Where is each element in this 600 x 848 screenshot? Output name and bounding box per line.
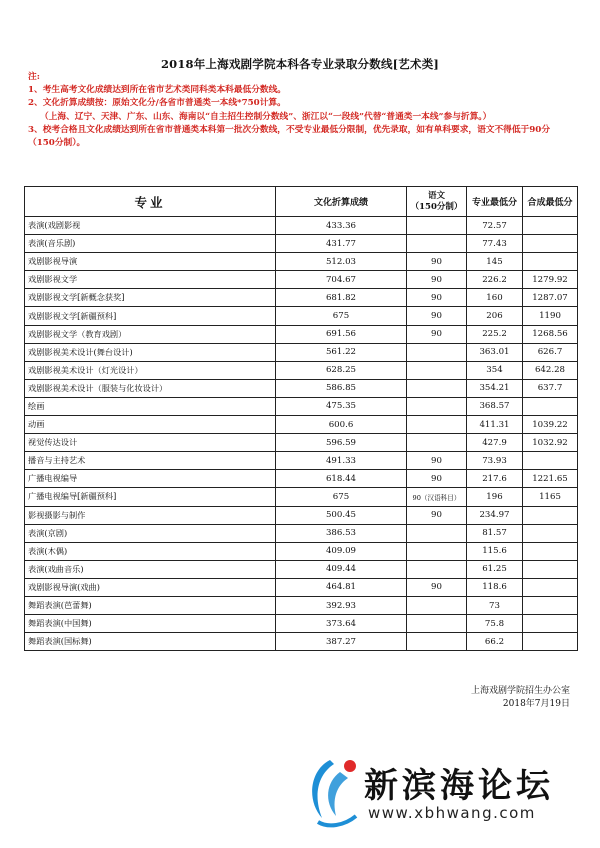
cell-composite-min (523, 615, 578, 633)
cell-major: 表演(戏剧影视 (25, 217, 276, 235)
note-item-1: 1、考生高考文化成绩达到所在省市艺术类同科类本科最低分数线。 (28, 85, 286, 96)
cell-chinese (407, 397, 467, 415)
cell-composite-min (523, 633, 578, 651)
cell-chinese: 90 (407, 578, 467, 596)
table-row (25, 524, 578, 542)
cell-composite-min: 637.7 (523, 379, 578, 397)
notes-block (28, 71, 576, 150)
cell-major: 戏剧影视导演(戏曲) (25, 578, 276, 596)
cell-major-min: 225.2 (467, 325, 523, 343)
cell-chinese (407, 235, 467, 253)
table-row (25, 596, 578, 614)
cell-major-min: 196 (467, 488, 523, 506)
table-row (25, 217, 578, 235)
cell-composite-min (523, 253, 578, 271)
cell-composite-min: 1039.22 (523, 416, 578, 434)
cell-major-min: 217.6 (467, 470, 523, 488)
cell-composite-min: 1190 (523, 307, 578, 325)
cell-major: 表演(京剧) (25, 524, 276, 542)
cell-chinese (407, 560, 467, 578)
cell-culture-score: 500.45 (276, 506, 407, 524)
cell-major-min: 73.93 (467, 452, 523, 470)
table-row (25, 434, 578, 452)
cell-culture-score: 387.27 (276, 633, 407, 651)
cell-chinese (407, 615, 467, 633)
cell-major-min: 354.21 (467, 379, 523, 397)
table-row (25, 560, 578, 578)
cell-chinese (407, 379, 467, 397)
cell-culture-score: 433.36 (276, 217, 407, 235)
cell-composite-min (523, 578, 578, 596)
header-chinese-scale: （150分制） (410, 201, 463, 212)
cell-chinese: 90 (407, 307, 467, 325)
cell-culture-score: 681.82 (276, 289, 407, 307)
watermark-name: 新滨海论坛 (364, 766, 554, 806)
cell-major-min: 77.43 (467, 235, 523, 253)
cell-composite-min (523, 397, 578, 415)
cell-major-min: 411.31 (467, 416, 523, 434)
table-row (25, 488, 578, 506)
cell-major-min: 160 (467, 289, 523, 307)
cell-composite-min: 1279.92 (523, 271, 578, 289)
cell-major: 影视摄影与制作 (25, 506, 276, 524)
cell-chinese (407, 596, 467, 614)
cell-composite-min: 1221.65 (523, 470, 578, 488)
table-row (25, 379, 578, 397)
cell-major-min: 115.6 (467, 542, 523, 560)
cell-composite-min: 1165 (523, 488, 578, 506)
cell-culture-score: 691.56 (276, 325, 407, 343)
cell-major-min: 427.9 (467, 434, 523, 452)
watermark-url: www.xbhwang.com (368, 804, 536, 822)
cell-major: 戏剧影视文学[新概念获奖] (25, 289, 276, 307)
cell-composite-min (523, 235, 578, 253)
header-culture-score: 文化折算成绩 (276, 187, 407, 217)
cell-composite-min (523, 542, 578, 560)
cell-major: 舞蹈表演(芭蕾舞) (25, 596, 276, 614)
cell-major-min: 81.57 (467, 524, 523, 542)
cell-culture-score: 392.93 (276, 596, 407, 614)
cell-culture-score: 586.85 (276, 379, 407, 397)
cell-chinese (407, 542, 467, 560)
cell-composite-min: 1287.07 (523, 289, 578, 307)
cell-culture-score: 491.33 (276, 452, 407, 470)
cell-composite-min: 1032.92 (523, 434, 578, 452)
header-composite-min: 合成最低分 (523, 187, 578, 217)
cell-composite-min (523, 524, 578, 542)
cell-culture-score: 373.64 (276, 615, 407, 633)
table-row (25, 615, 578, 633)
cell-chinese: 90（汉语科目） (407, 488, 467, 506)
table-row (25, 307, 578, 325)
cell-major-min: 73 (467, 596, 523, 614)
cell-culture-score: 464.81 (276, 578, 407, 596)
table-row (25, 506, 578, 524)
cell-major-min: 72.57 (467, 217, 523, 235)
cell-culture-score: 475.35 (276, 397, 407, 415)
cell-major-min: 363.01 (467, 343, 523, 361)
note-item-2-detail: （上海、辽宁、天津、广东、山东、海南以“自主招生控制分数线”、浙江以“一段线”代替“普通类一本线”参与折算。） (40, 111, 492, 122)
cell-major-min: 226.2 (467, 271, 523, 289)
cell-culture-score: 386.53 (276, 524, 407, 542)
cell-major-min: 354 (467, 361, 523, 379)
cell-major-min: 368.57 (467, 397, 523, 415)
header-chinese (407, 187, 467, 217)
cell-major: 戏剧影视美术设计（灯光设计） (25, 361, 276, 379)
cell-composite-min: 1268.56 (523, 325, 578, 343)
cell-major-min: 61.25 (467, 560, 523, 578)
cell-major: 视觉传达设计 (25, 434, 276, 452)
cell-major-min: 118.6 (467, 578, 523, 596)
header-major-min: 专业最低分 (467, 187, 523, 217)
cell-composite-min (523, 506, 578, 524)
table-row (25, 271, 578, 289)
cell-major: 戏剧影视导演 (25, 253, 276, 271)
cell-major: 舞蹈表演(中国舞) (25, 615, 276, 633)
cell-culture-score: 675 (276, 488, 407, 506)
cell-chinese (407, 434, 467, 452)
cell-chinese (407, 343, 467, 361)
table-row (25, 452, 578, 470)
cell-chinese (407, 361, 467, 379)
table-row (25, 470, 578, 488)
cell-major: 绘画 (25, 397, 276, 415)
watermark-logo-icon (300, 752, 364, 830)
cell-chinese: 90 (407, 325, 467, 343)
notes-heading: 注: (28, 72, 40, 82)
cell-major-min: 66.2 (467, 633, 523, 651)
cell-major: 动画 (25, 416, 276, 434)
cell-composite-min: 642.28 (523, 361, 578, 379)
cell-major: 表演(音乐剧) (25, 235, 276, 253)
table-row (25, 235, 578, 253)
cell-culture-score: 431.77 (276, 235, 407, 253)
table-row (25, 578, 578, 596)
table-row (25, 416, 578, 434)
cell-chinese: 90 (407, 470, 467, 488)
cell-chinese: 90 (407, 289, 467, 307)
cell-culture-score: 409.44 (276, 560, 407, 578)
note-item-3: 3、校考合格且文化成绩达到所在省市普通类本科第一批次分数线，不受专业最低分限制，优先录取，如有单科要求，语文不得低于90分（150分制）。 (28, 124, 551, 149)
cell-culture-score: 409.09 (276, 542, 407, 560)
cell-major-min: 234.97 (467, 506, 523, 524)
cell-chinese: 90 (407, 271, 467, 289)
table-row (25, 253, 578, 271)
table-row (25, 633, 578, 651)
table-body (25, 217, 578, 651)
cell-chinese (407, 416, 467, 434)
cell-major-min: 145 (467, 253, 523, 271)
document-title: 2018年上海戏剧学院本科各专业录取分数线[艺术类] (160, 57, 440, 71)
cell-major-min: 206 (467, 307, 523, 325)
cell-composite-min (523, 560, 578, 578)
cell-composite-min: 626.7 (523, 343, 578, 361)
cell-major: 戏剧影视文学（教育戏剧） (25, 325, 276, 343)
issuer-office: 上海戏剧学院招生办公室 (470, 686, 570, 696)
issuer-block (471, 685, 570, 711)
cell-chinese: 90 (407, 452, 467, 470)
cell-major: 戏剧影视文学 (25, 271, 276, 289)
cell-culture-score: 675 (276, 307, 407, 325)
cell-chinese (407, 633, 467, 651)
admission-scores-table (24, 186, 578, 651)
cell-major: 表演(木偶) (25, 542, 276, 560)
cell-chinese (407, 217, 467, 235)
cell-culture-score: 704.67 (276, 271, 407, 289)
cell-culture-score: 618.44 (276, 470, 407, 488)
cell-composite-min (523, 452, 578, 470)
cell-culture-score: 512.03 (276, 253, 407, 271)
issue-date: 2018年7月19日 (502, 699, 570, 709)
cell-culture-score: 628.25 (276, 361, 407, 379)
cell-major-min: 75.8 (467, 615, 523, 633)
header-chinese-label: 语文 (427, 190, 445, 201)
cell-major: 播音与主持艺术 (25, 452, 276, 470)
cell-major: 戏剧影视美术设计（服装与化妆设计） (25, 379, 276, 397)
table-row (25, 542, 578, 560)
cell-culture-score: 596.59 (276, 434, 407, 452)
table-row (25, 325, 578, 343)
cell-major: 舞蹈表演(国标舞) (25, 633, 276, 651)
note-item-2: 2、文化折算成绩按：原始文化分/各省市普通类一本线*750计算。 (28, 98, 286, 109)
cell-major: 戏剧影视美术设计(舞台设计) (25, 343, 276, 361)
cell-chinese (407, 524, 467, 542)
cell-culture-score: 561.22 (276, 343, 407, 361)
cell-culture-score: 600.6 (276, 416, 407, 434)
cell-composite-min (523, 217, 578, 235)
cell-chinese: 90 (407, 506, 467, 524)
cell-major: 表演(戏曲音乐) (25, 560, 276, 578)
table-row (25, 361, 578, 379)
cell-major: 广播电视编导[新疆预科] (25, 488, 276, 506)
table-header-row (25, 187, 578, 217)
cell-chinese: 90 (407, 253, 467, 271)
watermark (300, 752, 590, 834)
table-row (25, 397, 578, 415)
cell-major: 戏剧影视文学[新疆预科] (25, 307, 276, 325)
cell-major: 广播电视编导 (25, 470, 276, 488)
header-major: 专业 (25, 187, 276, 217)
cell-composite-min (523, 596, 578, 614)
table-row (25, 343, 578, 361)
table-row (25, 289, 578, 307)
